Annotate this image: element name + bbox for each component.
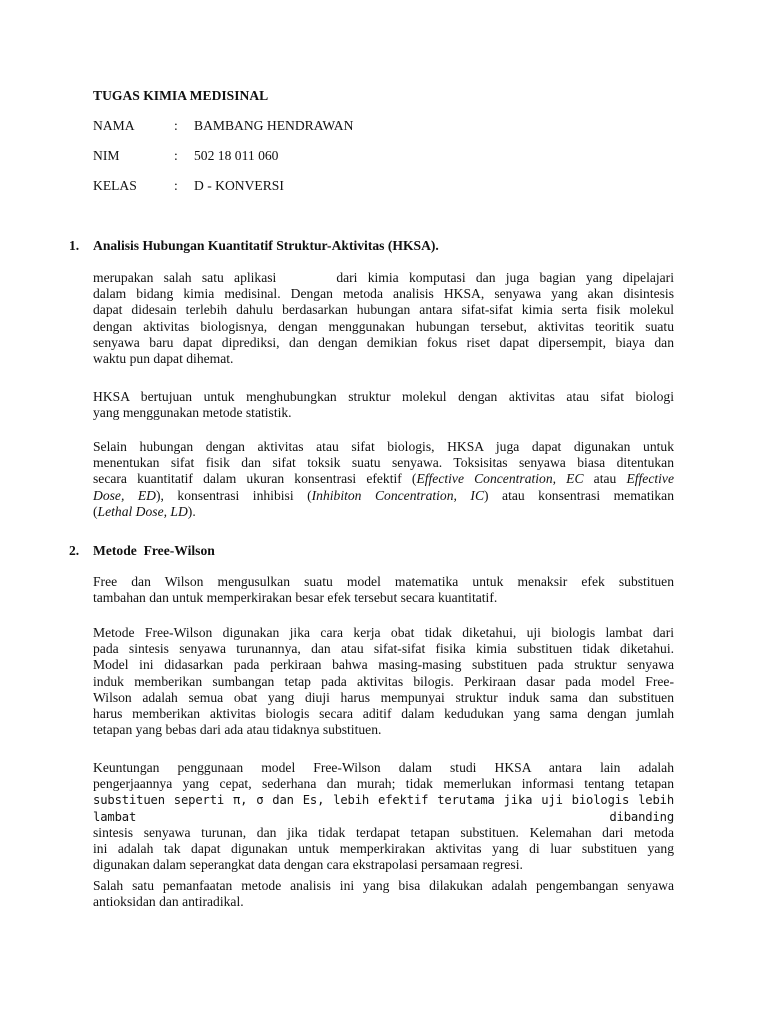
text-line: Metode Free-Wilson digunakan jika cara kerja obat tidak diketahui, uji biologis lambat dari [93, 625, 674, 640]
text-line: Keuntungan penggunaan model Free-Wilson dalam studi HKSA antara lain adalah [93, 760, 674, 775]
text-line: waktu pun dapat dihemat. [93, 351, 234, 367]
info-value: D - KONVERSI [194, 178, 284, 193]
text-line: tambahan dan untuk memperkirakan besar efek tersebut secara kuantitatif. [93, 590, 498, 606]
info-value: 502 18 011 060 [194, 148, 279, 163]
section-number: 2. [69, 543, 80, 558]
document-title: TUGAS KIMIA MEDISINAL [93, 88, 269, 103]
text-line: dengan aktivitas biologisnya, dengan menggunakan hubungan tersebut, aktivitas teoritik suatu [93, 318, 674, 334]
info-label: NIM [93, 148, 120, 163]
info-label: KELAS [93, 178, 137, 193]
text-line: dalam bidang kimia medisinal. Dengan metoda analisis HKSA, senyawa yang akan disintesis [93, 286, 674, 302]
section-title: Analisis Hubungan Kuantitatif Struktur-Aktivitas (HKSA). [93, 238, 439, 253]
text-line: Model ini didasarkan pada perkiraan bahwa masing-masing substituen pada struktur senyawa [93, 657, 674, 673]
text-line: secara kuantitatif dalam ukuran konsentrasi efektif (Effective Concentration, EC atau Effective [93, 471, 674, 487]
paragraph [93, 574, 674, 606]
text-line: harus memberikan aktivitas biologis secara aditif dalam kedudukan yang sama dengan jumlah [93, 706, 674, 722]
section-number: 1. [69, 238, 80, 253]
text-line: digunakan dalam seperangkat data dengan cara ekstrapolasi persamaan regresi. [93, 857, 523, 873]
text-line: pada sintesis senyawa turunannya, dan atau sifat-sifat fisika kimia substituen tidak diketahui. [93, 641, 674, 657]
text-line: Dose, ED), konsentrasi inhibisi (Inhibiton Concentration, IC) atau konsentrasi mematikan [93, 487, 674, 503]
text-line: pengerjaannya yang cepat, sederhana dan murah; tidak memerlukan informasi tentang tetapan [93, 776, 674, 792]
section-title: Metode Free-Wilson [93, 543, 215, 558]
paragraph [93, 439, 674, 520]
paragraph [93, 760, 674, 873]
paragraph [93, 878, 674, 910]
text-line: HKSA bertujuan untuk menghubungkan struktur molekul dengan aktivitas atau sifat biologi [93, 389, 674, 404]
text-line: menentukan sifat fisik dan sifat toksik suatu senyawa. Toksisitas senyawa biasa ditentukan [93, 455, 674, 471]
text-line: senyawa baru dapat diprediksi, dan dengan demikian fokus riset dapat dipersempit, biaya dan [93, 334, 674, 350]
text-line: Selain hubungan dengan aktivitas atau sifat biologis, HKSA juga dapat digunakan untuk [93, 439, 674, 454]
info-colon: : [174, 148, 178, 163]
text-line: substituen seperti π, σ dan Es, lebih efektif terutama jika uji biologis lebih lambat dibanding [93, 793, 674, 824]
text-line: Salah satu pemanfaatan metode analisis ini yang bisa dilakukan adalah pengembangan senyawa [93, 878, 674, 893]
text-line: induk memberikan sumbangan tetap pada aktivitas bilogis. Perkiraan dasar pada model Free- [93, 673, 674, 689]
text-line: tetapan yang bebas dari ada atau tidaknya substituen. [93, 722, 382, 738]
paragraph [93, 625, 674, 738]
paragraph [93, 389, 674, 421]
text-line: Wilson adalah semua obat yang diuji harus mempunyai struktur induk sama dan substituen [93, 689, 674, 705]
info-colon: : [174, 118, 178, 133]
paragraph [93, 270, 674, 367]
text-line: Free dan Wilson mengusulkan suatu model matematika untuk menaksir efek substituen [93, 574, 674, 589]
text-line: antioksidan dan antiradikal. [93, 894, 244, 910]
text-line: ini adalah tak dapat digunakan untuk memperkirakan aktivitas yang di luar substituen yang [93, 841, 674, 857]
info-label: NAMA [93, 118, 135, 133]
text-line: merupakan salah satu aplikasi dari kimia komputasi dan juga bagian yang dipelajari [93, 270, 674, 285]
text-line: dapat didesain terlebih dahulu berdasarkan hubungan antara sifat-sifat kimia serta fisik molekul [93, 302, 674, 318]
info-colon: : [174, 178, 178, 193]
info-value: BAMBANG HENDRAWAN [194, 118, 354, 133]
text-line: yang menggunakan metode statistik. [93, 405, 292, 421]
text-line: sintesis senyawa turunan, dan jika tidak terdapat tetapan substituen. Kelemahan dari metoda [93, 824, 674, 840]
text-line: (Lethal Dose, LD). [93, 503, 196, 519]
